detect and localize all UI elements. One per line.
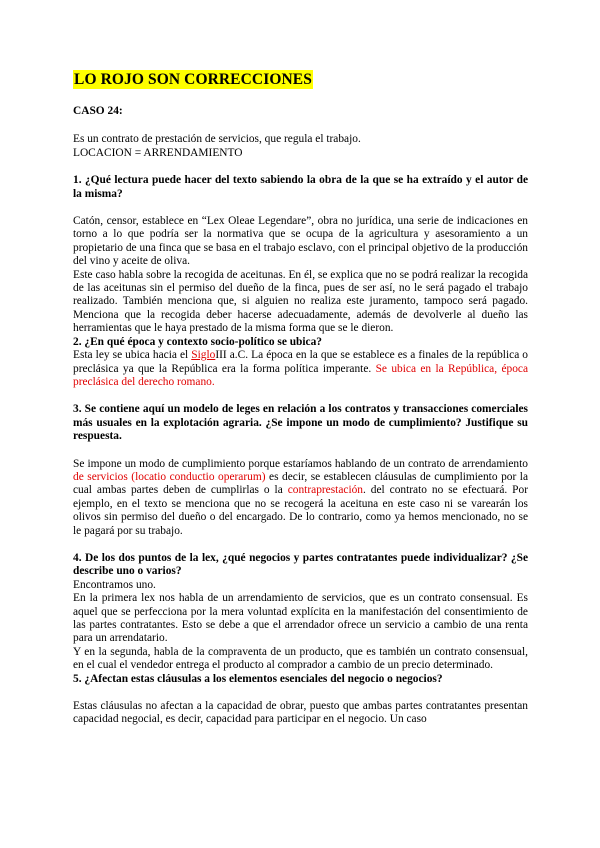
intro-block [73,133,528,160]
case-heading: CASO 24: [73,105,123,117]
question-2: 2. ¿En qué época y contexto socio-político se ubica? [73,335,323,348]
intro-line-1: Es un contrato de prestación de servicios, que regula el trabajo. [73,133,361,146]
question-4: 4. De los dos puntos de la lex, ¿qué negocios y partes contratantes puede individualizar? ¿Se describe uno o varios? [73,551,528,578]
question-1: 1. ¿Qué lectura puede hacer del texto sabiendo la obra de la que se ha extraído y el autor de la misma? [73,174,528,200]
question-5: 5. ¿Afectan estas cláusulas a los elementos esenciales del negocio o negocios? [73,672,443,685]
answer-3-text-a: Se impone un modo de cumplimiento porque estaríamos hablando de un contrato de arrendamiento [73,457,528,470]
answer-4-paragraph-2: En la primera lex nos habla de un arrendamiento de servicios, que es un contrato consensual. Es aquel que se perfecciona por la mera voluntad explícita en la manifestación del consentimiento de las partes contratantes. Esto se debe a que el arrendador ofrece un servicio a cambio de una renta para un arrendatario. [73,592,528,645]
answer-1-paragraph-1: Catón, censor, establece en “Lex Oleae Legendare”, obra no jurídica, una serie de indicaciones en torno a lo que podría ser la normativa que se ocupa de la agricultura y asesoramiento a un propietario de una finca que se basa en el trabajo esclavo, con el principal objetivo de la producción del vino y aceite de oliva. [73,215,528,268]
question-3: 3. Se contiene aquí un modelo de leges en relación a los contratos y transacciones comerciales más usuales en la explotación agraria. ¿Se impone un modo de cumplimiento? Justifique su respuesta. [73,403,528,443]
document-body [73,70,528,727]
answer-5-paragraph-1: Estas cláusulas no afectan a la capacidad de obrar, puesto que ambas partes contratantes presentan capacidad negocial, es decir, capacidad para participar en el negocio. Un caso [73,700,528,726]
correction-siglo: Siglo [191,349,216,362]
page-title: LO ROJO SON CORRECCIONES [74,71,312,88]
answer-3 [73,458,528,538]
title-row [73,70,528,89]
answer-2 [73,349,528,389]
answer-2-text-a: Esta ley se ubica hacia el [73,349,192,362]
answer-3-text-c: . del contrato no se efectuará. Por ejemplo, en el texto se menciona que no se recogerá la aceituna en este caso ni se varearán los olivos sin permiso del dueño o del encargado. De lo contrario, como ya hemos mencionado, no se le pagará por su trabajo. [73,484,529,537]
answer-1-paragraph-2: Este caso habla sobre la recogida de aceitunas. En él, se explica que no se podrá realizar la recogida de las aceitunas sin el permiso del dueño de la finca, pues de ser así, no le será pagado el trabajo realizado. También menciona que, si alguien no realiza este juramento, tampoco será pagado. Menciona que la recogida deber hacerse adecuadamente, además de devolverle al dueño las herramientas que le haya prestado de la misma forma que se le dieron. [73,268,528,335]
answer-2-text-b: III a.C. La época en la que se establece es a finales de la república o preclásica ya que la República era la forma política imperante. [73,349,528,375]
answer-4-paragraph-1: Encontramos uno. [73,578,156,591]
intro-line-2: LOCACION = ARRENDAMIENTO [73,146,243,159]
correction-republica: Se ubica en la República, época preclásica del derecho romano. [73,362,528,388]
answer-3-text-b: es decir, se establecen cláusulas de cumplimiento por la cual ambas partes deben de cumplirlas o la [73,470,528,497]
correction-contraprestacion: contraprestación [287,484,364,497]
correction-locatio: de servicios (locatio conductio operarum) [73,470,266,483]
answer-4-paragraph-3: Y en la segunda, habla de la compraventa de un producto, que es también un contrato consensual, en el cual el vendedor entrega el producto al comprador a cambio de un precio determinado. [73,645,528,672]
